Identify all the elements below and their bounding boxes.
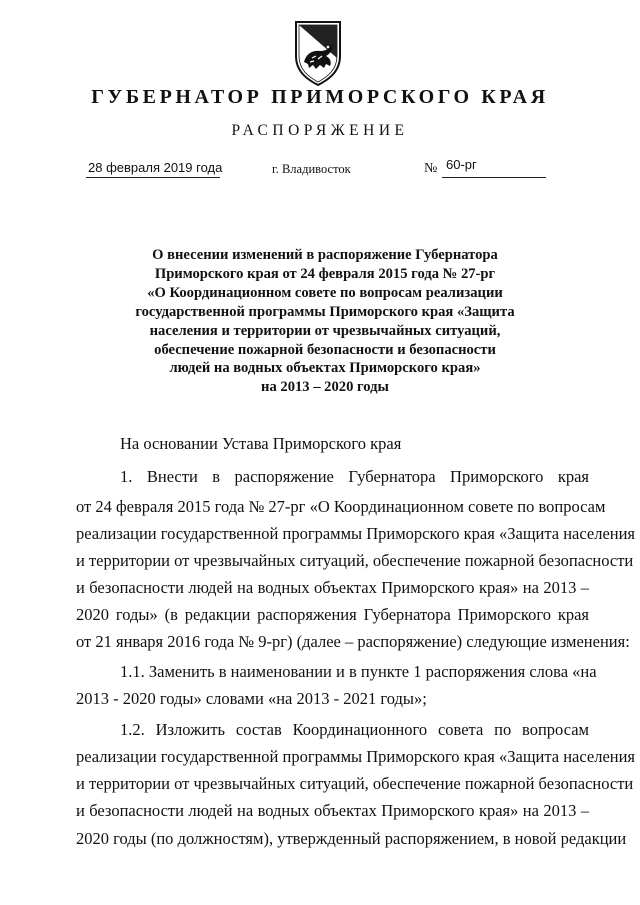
subject-line: на 2013 – 2020 годы [261,379,389,396]
governor-title: ГУБЕРНАТОР ПРИМОРСКОГО КРАЯ [91,86,549,108]
body-line: реализации государственной программы Приморского края «Защита населения [76,747,636,766]
body-line: и безопасности людей на водных объектах Приморского края» на 2013 – [76,578,589,597]
document-subject [130,246,520,397]
body-line: 1. Внести в распоряжение Губернатора Приморского края [120,467,589,486]
subject-line: людей на водных объектах Приморского края» [169,360,481,377]
body-line: 2020 годы» (в редакции распоряжения Губернатора Приморского края [76,605,589,624]
subject-line: обеспечение пожарной безопасности и безопасности [154,341,496,358]
body-line: от 21 января 2016 года № 9-рг) (далее – распоряжение) следующие изменения: [76,632,630,651]
body-line: 2020 годы (по должностям), утвержденный распоряжением, в новой редакции [76,829,627,848]
body-line: и территории от чрезвычайных ситуаций, обеспечение пожарной безопасности [76,774,634,793]
document-number: 60-рг [446,157,477,172]
document-city: г. Владивосток [272,162,351,176]
number-underline [442,177,546,178]
subject-line: Приморского края от 24 февраля 2015 года № 27-рг [154,265,496,282]
number-sign: № [424,161,438,176]
subject-line: населения и территории от чрезвычайных ситуаций, [149,322,501,339]
subject-line: «О Координационном совете по вопросам реализации [147,284,503,301]
body-line: и безопасности людей на водных объектах Приморского края» на 2013 – [76,801,589,820]
body-line: 1.1. Заменить в наименовании и в пункте 1 распоряжения слова «на [120,662,597,681]
document-date: 28 февраля 2019 года [88,160,223,175]
body-line: 1.2. Изложить состав Координационного совета по вопросам [120,720,589,739]
body-line-basis: На основании Устава Приморского края [120,434,402,453]
subject-line: О внесении изменений в распоряжение Губернатора [152,247,498,263]
subject-line: государственной программы Приморского края «Защита [135,303,515,320]
body-line: и территории от чрезвычайных ситуаций, обеспечение пожарной безопасности [76,551,634,570]
coat-of-arms-icon [290,18,346,88]
body-line: 2013 - 2020 годы» словами «на 2013 - 2021 годы»; [76,689,427,708]
body-line: реализации государственной программы Приморского края «Защита населения [76,524,636,543]
body-line: от 24 февраля 2015 года № 27-рг «О Координационном совете по вопросам [76,497,606,516]
date-underline [86,177,220,178]
document-type: РАСПОРЯЖЕНИЕ [231,122,409,139]
